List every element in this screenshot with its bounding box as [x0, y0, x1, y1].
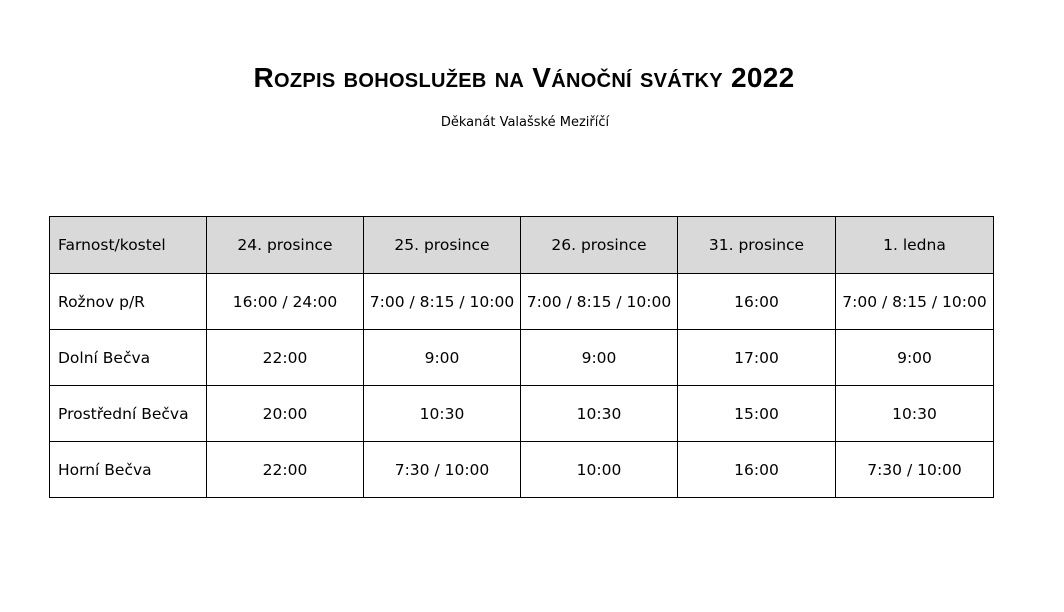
- column-header-dec-25: 25. prosince: [364, 217, 521, 274]
- page-subtitle: Děkanát Valašské Meziříčí: [440, 115, 610, 130]
- service-times-cell: 16:00: [678, 274, 836, 330]
- service-times-cell: 10:30: [836, 386, 994, 442]
- service-times-cell: 20:00: [207, 386, 364, 442]
- service-times-cell: 15:00: [678, 386, 836, 442]
- service-times-cell: 10:30: [521, 386, 678, 442]
- service-times-cell: 16:00: [678, 442, 836, 498]
- parish-name-cell: Rožnov p/R: [50, 274, 207, 330]
- parish-name-cell: Dolní Bečva: [50, 330, 207, 386]
- parish-name-cell: Horní Bečva: [50, 442, 207, 498]
- service-times-cell: 9:00: [521, 330, 678, 386]
- table-header-row: [50, 217, 994, 274]
- service-times-cell: 7:30 / 10:00: [836, 442, 994, 498]
- table-row: [50, 386, 994, 442]
- service-times-cell: 9:00: [836, 330, 994, 386]
- service-times-cell: 22:00: [207, 442, 364, 498]
- service-times-cell: 7:00 / 8:15 / 10:00: [836, 274, 994, 330]
- service-times-cell: 10:00: [521, 442, 678, 498]
- column-header-dec-31: 31. prosince: [678, 217, 836, 274]
- column-header-jan-1: 1. ledna: [836, 217, 994, 274]
- service-times-cell: 9:00: [364, 330, 521, 386]
- schedule-table: [49, 216, 994, 498]
- column-header-dec-26: 26. prosince: [521, 217, 678, 274]
- table-row: [50, 274, 994, 330]
- service-times-cell: 22:00: [207, 330, 364, 386]
- service-times-cell: 10:30: [364, 386, 521, 442]
- service-times-cell: 17:00: [678, 330, 836, 386]
- service-times-cell: 7:30 / 10:00: [364, 442, 521, 498]
- service-times-cell: 16:00 / 24:00: [207, 274, 364, 330]
- service-times-cell: 7:00 / 8:15 / 10:00: [364, 274, 521, 330]
- service-times-cell: 7:00 / 8:15 / 10:00: [521, 274, 678, 330]
- column-header-parish: Farnost/kostel: [50, 217, 207, 274]
- parish-name-cell: Prostřední Bečva: [50, 386, 207, 442]
- table-row: [50, 442, 994, 498]
- column-header-dec-24: 24. prosince: [207, 217, 364, 274]
- table-row: [50, 330, 994, 386]
- page-title: Rozpis bohoslužeb na Vánoční svátky 2022: [253, 62, 795, 93]
